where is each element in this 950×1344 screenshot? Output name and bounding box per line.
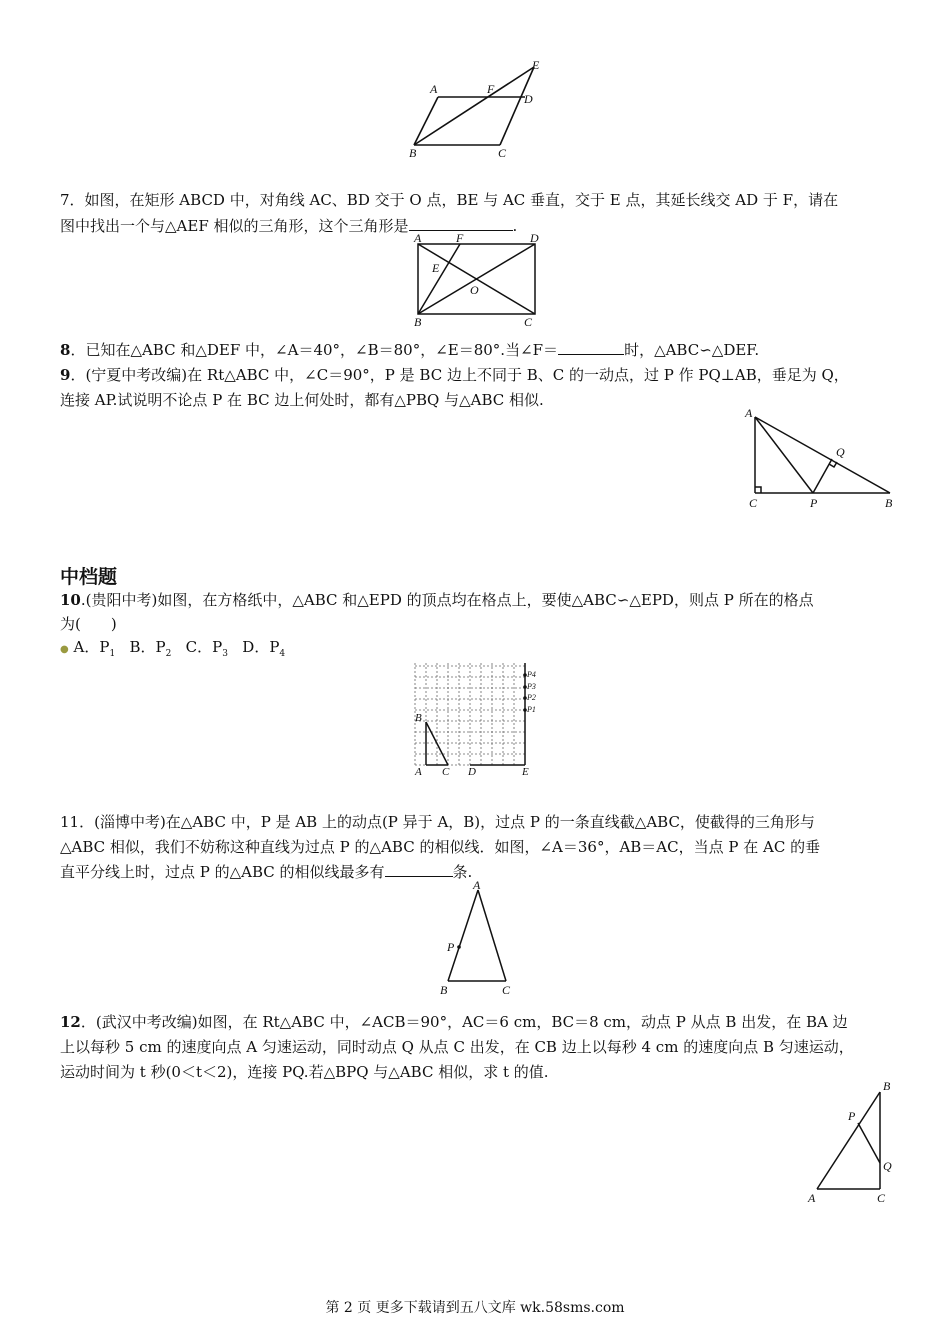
label-E: E	[532, 58, 540, 72]
q10-options: ● A．$P_1$ B．$P_2$ C．$P_3$ D．$P_4$	[60, 638, 286, 659]
label-P2: P2	[527, 693, 536, 702]
option-b[interactable]: B．$P_2$	[129, 638, 172, 659]
answer-blank[interactable]	[385, 862, 453, 877]
page-footer: 第 2 页 更多下载请到五八文库 wk.58sms.com	[325, 1300, 625, 1316]
label-C: C	[877, 1191, 886, 1205]
option-d[interactable]: D．$P_4$	[242, 638, 286, 659]
label-E: E	[522, 766, 529, 778]
q9-line1: 9．(宁夏中考改编)在 Rt△ABC 中，∠C＝90°，P 是 BC 边上不同于 B、C 的一动点，过 P 作 PQ⊥AB，垂足为 Q，	[60, 366, 849, 384]
q9-line2: 连接 AP.试说明不论点 P 在 BC 边上何处时，都有△PBQ 与△ABC 相似.	[60, 391, 544, 409]
label-A: A	[745, 406, 753, 420]
label-C: C	[524, 315, 533, 329]
answer-blank[interactable]	[409, 216, 513, 231]
label-B: B	[883, 1079, 891, 1093]
label-C: C	[498, 146, 507, 160]
option-a[interactable]: A．$P_1$	[73, 638, 116, 659]
label-D: D	[468, 766, 476, 778]
figure-right-triangle-q9	[740, 405, 900, 515]
label-P: P	[810, 496, 818, 510]
figure-isosceles-q11	[440, 880, 520, 995]
q10-line2: 为( )	[60, 615, 117, 633]
figure-parallelogram	[400, 55, 560, 165]
option-c[interactable]: C．$P_3$	[185, 638, 228, 659]
answer-blank[interactable]	[558, 340, 624, 355]
label-P4: P4	[527, 670, 536, 679]
label-A: A	[430, 82, 438, 96]
figure-rectangle	[410, 232, 550, 327]
label-B: B	[415, 712, 422, 724]
q12-line1: 12．(武汉中考改编)如图，在 Rt△ABC 中，∠ACB＝90°，AC＝6 cm，BC＝8 cm，动点 P 从点 B 出发，在 BA 边	[60, 1013, 848, 1031]
figure-right-triangle-q12	[800, 1075, 910, 1210]
figure-grid-q10	[410, 655, 540, 780]
q7-line2: 图中找出一个与△AEF 相似的三角形，这个三角形是 .	[60, 217, 518, 235]
label-C: C	[442, 766, 450, 778]
label-O: O	[470, 283, 479, 297]
q10-line1: 10.(贵阳中考)如图，在方格纸中，△ABC 和△EPD 的顶点均在格点上，要使△ABC∽△EPD，则点 P 所在的格点	[60, 591, 814, 609]
q11-line1: 11．(淄博中考)在△ABC 中，P 是 AB 上的动点(P 异于 A，B)，过点 P 的一条直线截△ABC，使截得的三角形与	[60, 813, 815, 831]
label-A: A	[473, 878, 481, 892]
label-A: A	[415, 766, 422, 778]
label-F: F	[487, 82, 495, 96]
label-C: C	[749, 496, 758, 510]
q12-line3: 运动时间为 t 秒(0＜t＜2)，连接 PQ.若△BPQ 与△ABC 相似，求 t 的值.	[60, 1063, 549, 1081]
label-P: P	[447, 940, 455, 954]
label-A: A	[808, 1191, 816, 1205]
label-C: C	[502, 983, 511, 997]
label-D: D	[524, 92, 533, 106]
label-B: B	[440, 983, 448, 997]
label-B: B	[414, 315, 422, 329]
label-Q: Q	[883, 1159, 892, 1173]
label-P3: P3	[527, 682, 536, 691]
label-E: E	[432, 261, 440, 275]
q8-line: 8．已知在△ABC 和△DEF 中，∠A＝40°，∠B＝80°，∠E＝80°.当∠F＝ 时，△ABC∽△DEF.	[60, 341, 760, 359]
label-F: F	[456, 231, 464, 245]
section-heading: 中档题	[60, 566, 118, 588]
label-Q: Q	[836, 445, 845, 459]
label-B: B	[409, 146, 417, 160]
label-P1: P1	[527, 705, 536, 714]
label-B: B	[885, 496, 893, 510]
q11-line3: 直平分线上时，过点 P 的△ABC 的相似线最多有 条.	[60, 863, 473, 881]
q12-line2: 上以每秒 5 cm 的速度向点 A 匀速运动，同时动点 Q 从点 C 出发，在 CB 边上以每秒 4 cm 的速度向点 B 匀速运动，	[60, 1038, 854, 1056]
label-P: P	[848, 1109, 856, 1123]
label-D: D	[530, 231, 539, 245]
q7-line1: 7．如图，在矩形 ABCD 中，对角线 AC、BD 交于 O 点，BE 与 AC 垂直，交于 E 点，其延长线交 AD 于 F，请在	[60, 191, 839, 209]
q11-line2: △ABC 相似，我们不妨称这种直线为过点 P 的△ABC 的相似线．如图，∠A＝36°，AB＝AC，当点 P 在 AC 的垂	[60, 838, 821, 856]
label-A: A	[414, 231, 422, 245]
